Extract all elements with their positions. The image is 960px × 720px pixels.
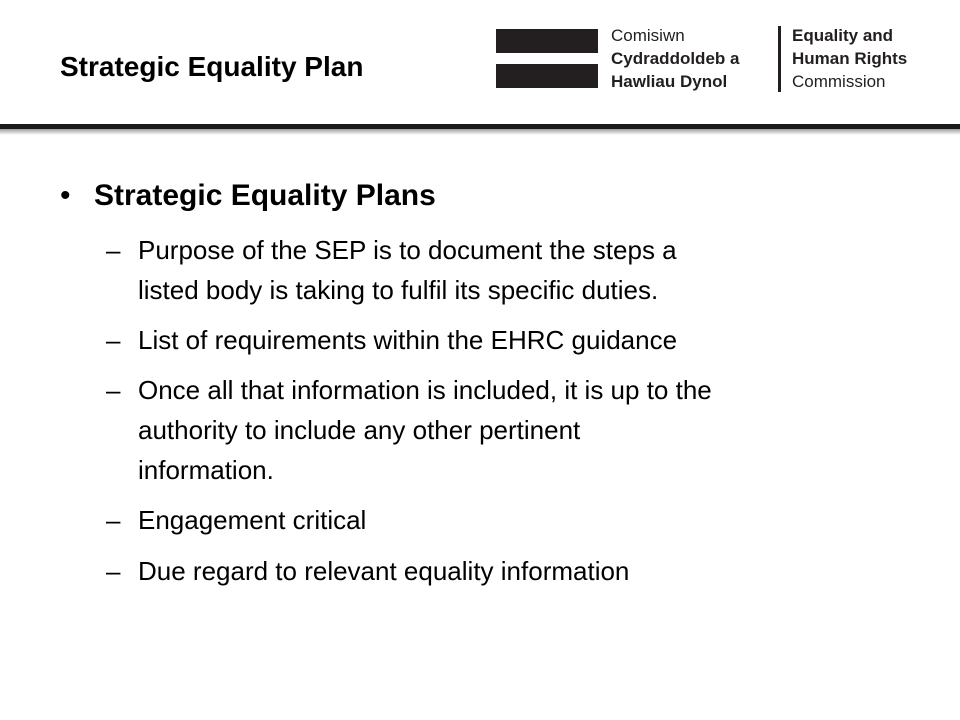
logo-bar-top (496, 29, 598, 53)
sub-bullet-line: authority to include any other pertinent (138, 415, 581, 445)
dash-marker: – (106, 556, 121, 586)
slide-title: Strategic Equality Plan (60, 51, 364, 82)
sub-bullet-text (138, 320, 916, 360)
sub-bullet-text (138, 370, 916, 490)
dash-marker: – (106, 505, 121, 535)
sub-bullet-line: List of requirements within the EHRC guidance (138, 325, 678, 355)
sub-bullet-text (138, 230, 916, 310)
dash-marker: – (106, 235, 121, 265)
dash-marker: – (106, 375, 121, 405)
dash-marker: – (106, 325, 121, 355)
logo-english-line-3: Commission (792, 72, 886, 91)
sub-bullet-text (138, 551, 916, 591)
sub-bullet-line: Purpose of the SEP is to document the steps a (138, 235, 677, 265)
sub-bullet-line: listed body is taking to fulfil its specific duties. (138, 275, 659, 305)
sub-bullet-line: Once all that information is included, it is up to the (138, 375, 712, 405)
logo-divider (778, 26, 781, 92)
logo-welsh-line-1: Comisiwn (611, 26, 685, 45)
ehrc-logo (496, 24, 946, 96)
sub-bullet-item (106, 370, 916, 490)
logo-welsh-line-3: Hawliau Dynol (611, 72, 728, 91)
slide-header (0, 0, 960, 126)
logo-welsh-text (611, 24, 739, 93)
sub-bullet-line: information. (138, 455, 274, 485)
sub-bullet-item (106, 500, 916, 540)
sub-bullet-line: Due regard to relevant equality information (138, 556, 630, 586)
logo-english-line-1: Equality and (792, 26, 894, 45)
logo-english-line-2: Human Rights (792, 49, 908, 68)
content-heading: Strategic Equality Plans (94, 179, 436, 212)
logo-bar-bottom (496, 64, 598, 88)
header-rule (0, 124, 960, 129)
sub-bullet-item (106, 320, 916, 360)
sub-bullet-item (106, 551, 916, 591)
sub-bullet-text (138, 500, 916, 540)
sub-bullet-item (106, 230, 916, 310)
sub-bullet-line: Engagement critical (138, 505, 367, 535)
logo-english-text (792, 24, 907, 93)
bullet-marker: • (60, 179, 71, 212)
logo-welsh-line-2: Cydraddoldeb a (611, 49, 740, 68)
